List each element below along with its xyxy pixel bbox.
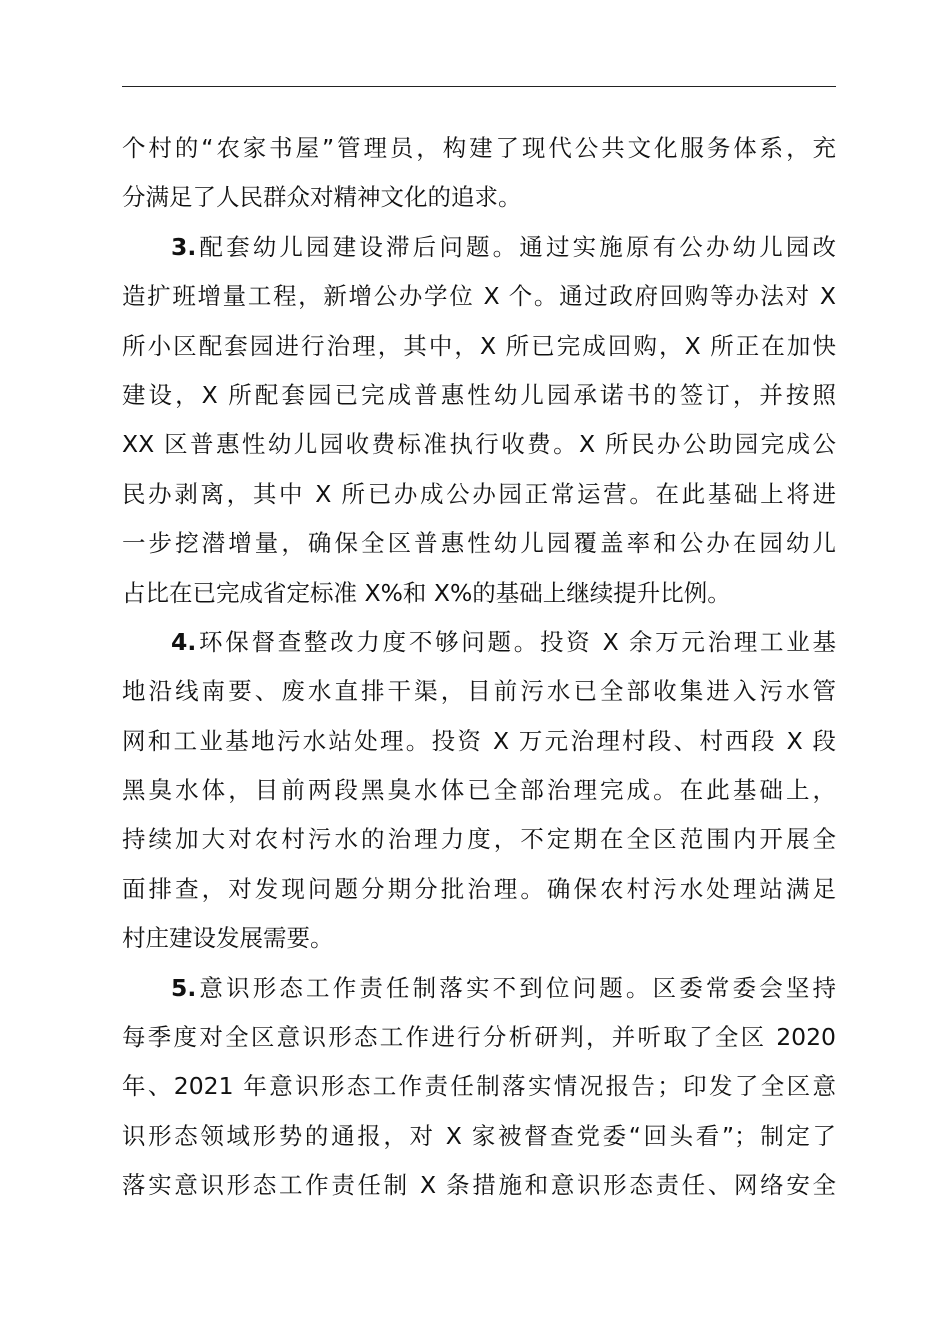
text-line-6: 建设，X 所配套园已完成普惠性幼儿园承诺书的签订，并按照: [122, 380, 836, 409]
text-line-2: 分满足了人民群众对精神文化的追求。: [122, 183, 522, 212]
text-line-8: 民办剥离，其中 X 所已办成公办园正常运营。在此基础上将进: [122, 479, 836, 508]
item-number-4: 4.: [171, 627, 197, 656]
text-line-9: 一步挖潜增量，确保全区普惠性幼儿园覆盖率和公办在园幼儿: [122, 529, 836, 558]
item-3-heading-line: 3.配套幼儿园建设滞后问题。通过实施原有公办幼儿园改: [171, 232, 836, 261]
item-4-heading-line: 4.环保督查整改力度不够问题。投资 X 余万元治理工业基: [171, 627, 836, 656]
text-line-15: 持续加大对农村污水的治理力度，不定期在全区范围内开展全: [122, 825, 836, 854]
text-line-13: 网和工业基地污水站处理。投资 X 万元治理村段、村西段 X 段: [122, 726, 836, 755]
text-line-21: 识形态领域形势的通报，对 X 家被督查党委“回头看”；制定了: [122, 1121, 836, 1150]
text-line-14: 黑臭水体，目前两段黑臭水体已全部治理完成。在此基础上，: [122, 776, 836, 805]
text-line-5: 所小区配套园进行治理，其中，X 所已完成回购，X 所正在加快: [122, 331, 836, 360]
item-number-5: 5.: [171, 973, 197, 1002]
text-line-19: 每季度对全区意识形态工作进行分析研判，并听取了全区 2020: [122, 1023, 836, 1052]
document-body: [122, 124, 836, 1211]
text-line-16: 面排查，对发现问题分期分批治理。确保农村污水处理站满足: [122, 874, 836, 903]
text-line-4: 造扩班增量工程，新增公办学位 X 个。通过政府回购等办法对 X: [122, 282, 836, 311]
item-number-3: 3.: [171, 232, 197, 261]
header-rule: [122, 86, 836, 87]
text-line-10: 占比在已完成省定标准 X%和 X%的基础上继续提升比例。: [122, 578, 731, 607]
text-line-1: 个村的“农家书屋”管理员，构建了现代公共文化服务体系，充: [122, 134, 836, 162]
text-line-22: 落实意识形态工作责任制 X 条措施和意识形态责任、网络安全: [122, 1171, 836, 1200]
text-line-17: 村庄建设发展需要。: [122, 924, 334, 953]
text-line-20: 年、2021 年意识形态工作责任制落实情况报告；印发了全区意: [122, 1072, 836, 1101]
text-line-12: 地沿线南要、废水直排干渠，目前污水已全部收集进入污水管: [122, 677, 836, 706]
text-line-7: XX 区普惠性幼儿园收费标准执行收费。X 所民办公助园完成公: [122, 430, 836, 459]
item-5-heading-line: 5.意识形态工作责任制落实不到位问题。区委常委会坚持: [171, 973, 836, 1002]
